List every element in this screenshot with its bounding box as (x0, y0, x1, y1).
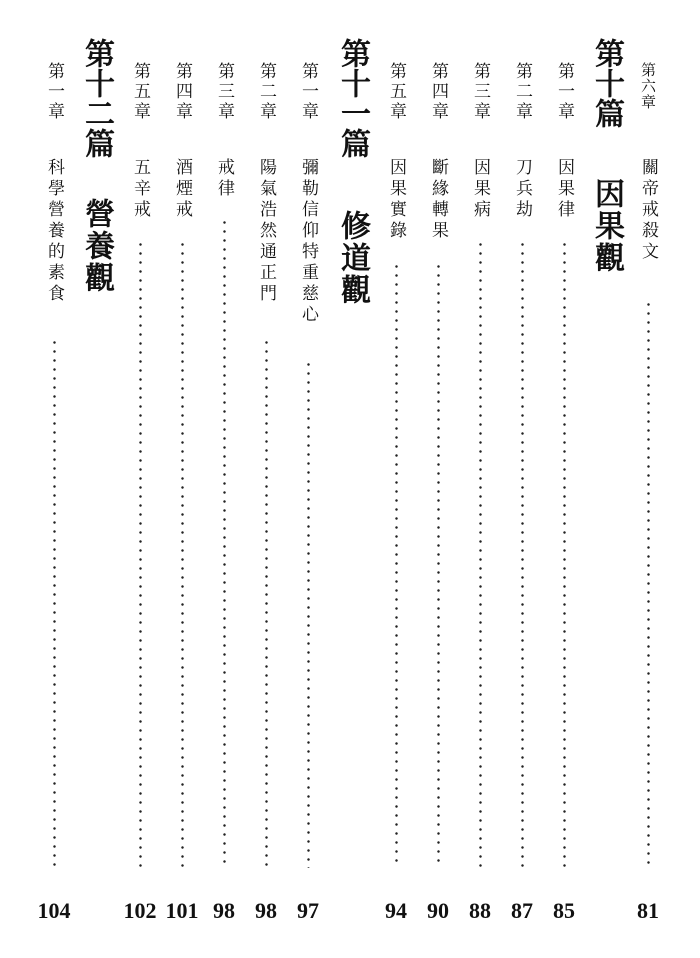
page-number: 94 (385, 898, 407, 923)
chapter-title: 戒律 (214, 158, 234, 200)
leader-dots (265, 338, 268, 868)
page-number: 81 (637, 898, 659, 923)
leader-dots (563, 240, 566, 868)
part-title: 營養觀 (79, 198, 114, 294)
page-number: 101 (165, 898, 199, 923)
leader-dots (395, 262, 398, 868)
chapter-number: 第六章 (639, 62, 657, 110)
toc-entry-11-4[interactable] (162, 0, 202, 958)
chapter-number: 第五章 (386, 62, 406, 122)
chapter-number: 第一章 (554, 62, 574, 122)
toc-entry-10-1[interactable] (544, 0, 584, 958)
leader-dots (307, 360, 310, 868)
chapter-title: 斷緣轉果 (428, 158, 448, 242)
chapter-title: 酒煙戒 (172, 158, 192, 221)
chapter-number: 第二章 (256, 62, 276, 122)
page-number: 102 (123, 898, 157, 923)
leader-dots (53, 338, 56, 868)
chapter-title: 因果律 (554, 158, 574, 221)
chapter-number: 第三章 (214, 62, 234, 122)
chapter-title: 陽氣浩然通正門 (256, 158, 276, 305)
leader-dots (647, 300, 650, 868)
chapter-number: 第二章 (512, 62, 532, 122)
chapter-title: 五辛戒 (130, 158, 150, 221)
toc-part-10[interactable] (586, 0, 626, 958)
chapter-number: 第五章 (130, 62, 150, 122)
leader-dots (139, 240, 142, 868)
chapter-title: 彌勒信仰特重慈心 (298, 158, 318, 326)
toc-entry-11-5[interactable] (120, 0, 160, 958)
part-number: 第十一篇 (335, 38, 370, 158)
chapter-title: 刀兵劫 (512, 158, 532, 221)
leader-dots (223, 218, 226, 868)
chapter-number: 第一章 (44, 62, 64, 122)
leader-dots (181, 240, 184, 868)
page-number: 104 (37, 898, 71, 923)
toc-entry-10-2[interactable] (502, 0, 542, 958)
toc-entry-11-3[interactable] (204, 0, 244, 958)
page-number: 85 (553, 898, 575, 923)
toc-entry-10-4[interactable] (418, 0, 458, 958)
toc-part-11[interactable] (332, 0, 372, 958)
toc-entry-10-5[interactable] (376, 0, 416, 958)
chapter-number: 第四章 (172, 62, 192, 122)
toc-part-12[interactable] (76, 0, 116, 958)
toc-entry-11-2[interactable] (246, 0, 286, 958)
part-number: 第十篇 (589, 38, 624, 128)
page-number: 97 (297, 898, 319, 923)
part-title: 因果觀 (589, 178, 624, 274)
page-number: 98 (255, 898, 277, 923)
toc-entry-12-1[interactable] (34, 0, 74, 958)
part-title: 修道觀 (335, 210, 370, 306)
page-number: 98 (213, 898, 235, 923)
page-number: 87 (511, 898, 533, 923)
page-number: 88 (469, 898, 491, 923)
chapter-number: 第一章 (298, 62, 318, 122)
toc-entry-ch6-guandi[interactable] (628, 0, 668, 958)
chapter-title: 因果病 (470, 158, 490, 221)
chapter-number: 第三章 (470, 62, 490, 122)
toc-entry-11-1[interactable] (288, 0, 328, 958)
leader-dots (479, 240, 482, 868)
chapter-title: 因果實錄 (386, 158, 406, 242)
chapter-title: 關帝戒殺文 (638, 158, 658, 263)
part-number: 第十二篇 (79, 38, 114, 158)
leader-dots (437, 262, 440, 868)
chapter-title: 科學營養的素食 (44, 158, 64, 305)
leader-dots (521, 240, 524, 868)
chapter-number: 第四章 (428, 62, 448, 122)
toc-entry-10-3[interactable] (460, 0, 500, 958)
page-number: 90 (427, 898, 449, 923)
